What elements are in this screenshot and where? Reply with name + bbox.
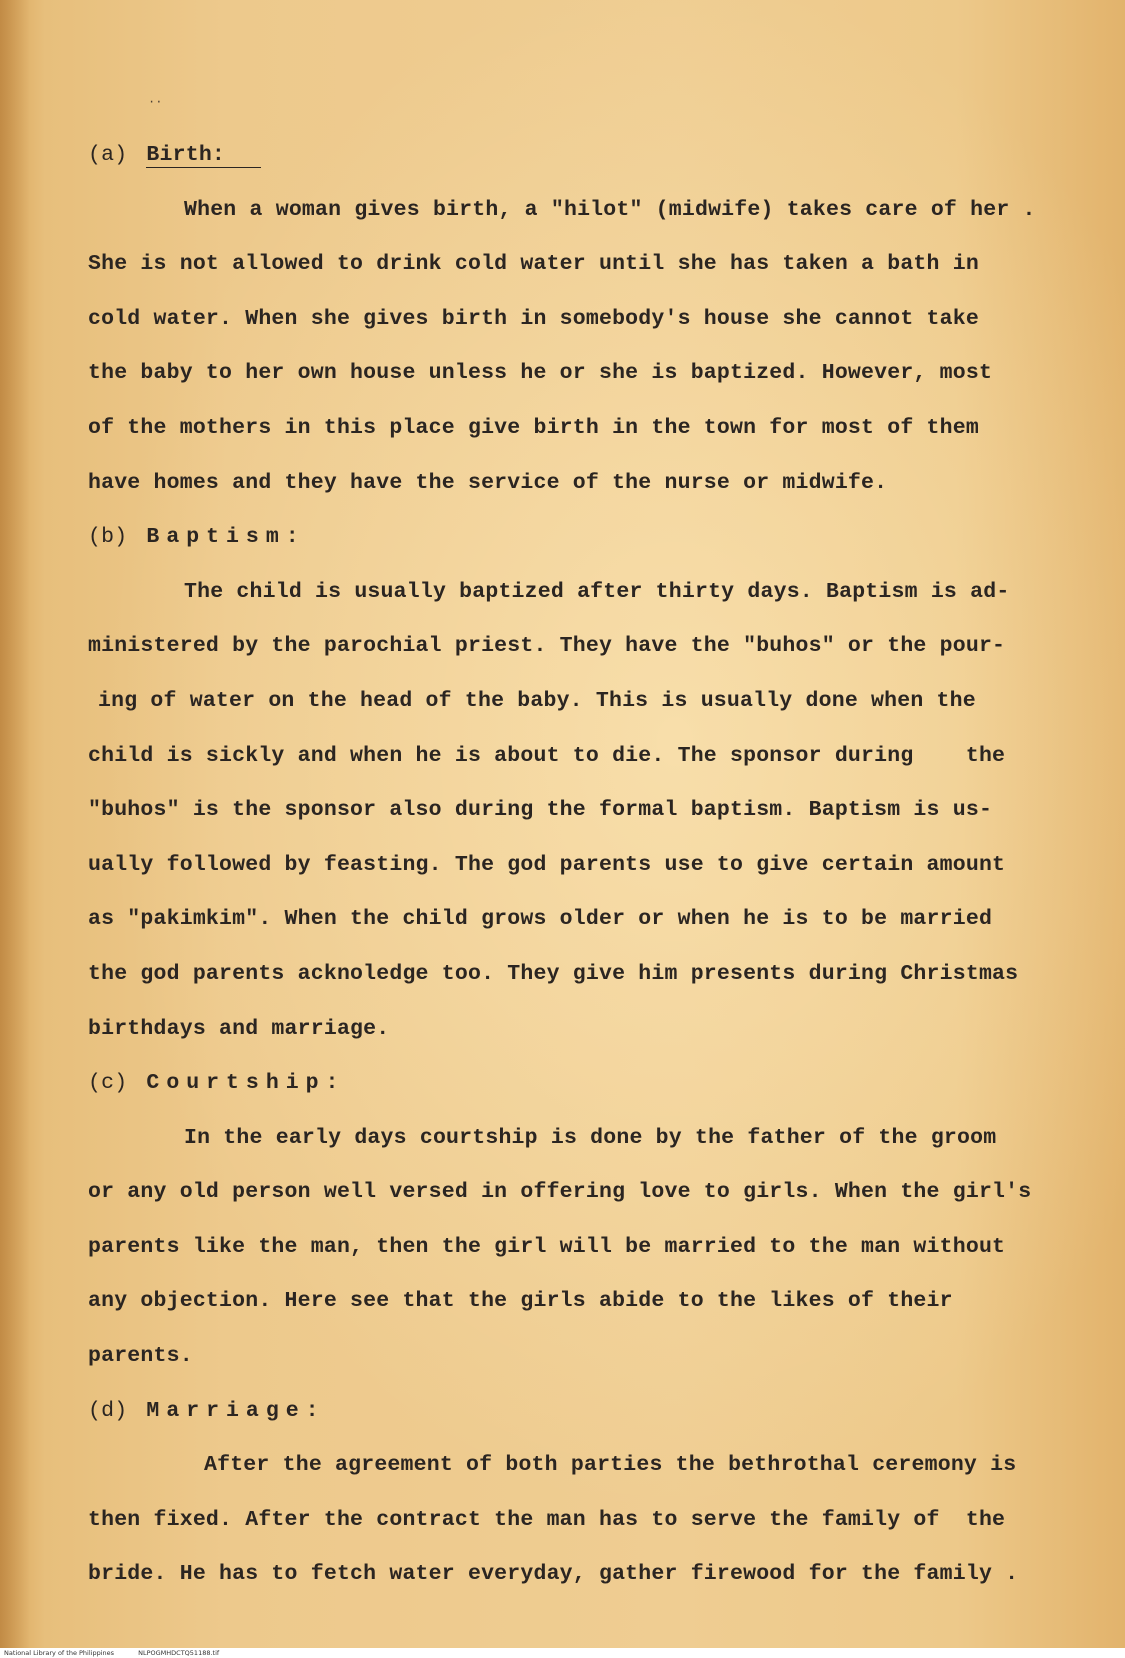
paragraph-line: She is not allowed to drink cold water until she has taken a bath in — [88, 252, 979, 277]
section-label: (a) — [88, 143, 128, 167]
section-title: Courtship: — [146, 1071, 346, 1096]
paragraph-line: When a woman gives birth, a "hilot" (midwife) takes care of her . — [184, 197, 1036, 222]
section-heading-courtship — [88, 1056, 1028, 1111]
paragraph-line: child is sickly and when he is about to die. The sponsor during the — [88, 743, 1006, 768]
section-heading-birth — [88, 128, 1028, 183]
paragraph-line: ually followed by feasting. The god parents use to give certain amount — [88, 852, 1006, 877]
paragraph-line: After the agreement of both parties the bethrothal ceremony is — [204, 1453, 1017, 1478]
paragraph-line: birthdays and marriage. — [88, 1016, 390, 1041]
paragraph-line: have homes and they have the service of the nurse or midwife. — [88, 470, 888, 495]
scan-footer — [0, 1648, 1125, 1658]
paragraph-line: "buhos" is the sponsor also during the formal baptism. Baptism is us- — [88, 798, 993, 823]
paragraph-line: or any old person well versed in offering love to girls. When the girl's — [88, 1180, 1032, 1205]
paragraph-line: of the mothers in this place give birth in the town for most of them — [88, 415, 979, 440]
paragraph-line: the baby to her own house unless he or she is baptized. However, most — [88, 361, 993, 386]
footer-institution: National Library of the Philippines — [4, 1649, 115, 1657]
paragraph-line: the god parents acknoledge too. They give him presents during Christmas — [88, 961, 1019, 986]
paragraph-line: cold water. When she gives birth in somebody's house she cannot take — [88, 306, 979, 331]
footer-file-id: NLPOGMHDCTQ51188.tif — [138, 1649, 220, 1657]
paragraph-line: The child is usually baptized after thirty days. Baptism is ad- — [184, 579, 1010, 604]
paragraph-line: then fixed. After the contract the man has to serve the family of the — [88, 1507, 1006, 1532]
section-heading-baptism — [88, 510, 1028, 565]
section-title: Birth: — [146, 143, 261, 168]
paragraph-line: ministered by the parochial priest. They have the "buhos" or the pour- — [88, 634, 1006, 659]
ink-speck: ·· — [148, 95, 163, 109]
paragraph-line: In the early days courtship is done by the father of the groom — [184, 1125, 997, 1150]
section-title: Baptism: — [146, 525, 306, 550]
paragraph-line: bride. He has to fetch water everyday, gather firewood for the family . — [88, 1562, 1019, 1587]
section-title: Marriage: — [146, 1398, 326, 1423]
section-heading-marriage — [88, 1384, 1028, 1439]
section-label: (d) — [88, 1398, 128, 1423]
section-label: (c) — [88, 1071, 128, 1096]
paragraph-line: parents. — [88, 1344, 193, 1369]
paragraph-line: any objection. Here see that the girls abide to the likes of their — [88, 1289, 953, 1314]
typed-text-body — [88, 128, 1036, 1602]
paragraph-line: parents like the man, then the girl will be married to the man without — [88, 1234, 1006, 1259]
paragraph-line: ing of water on the head of the baby. This is usually done when the — [98, 688, 976, 713]
paragraph-line: as "pakimkim". When the child grows older or when he is to be married — [88, 907, 993, 932]
section-label: (b) — [88, 525, 128, 550]
